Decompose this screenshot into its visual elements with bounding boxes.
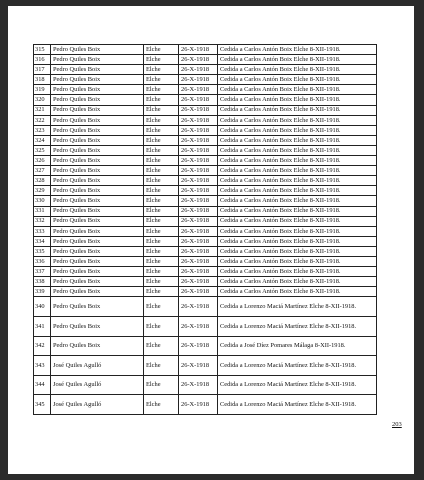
row-number: 326: [34, 156, 51, 166]
registry-table: [33, 44, 377, 415]
holder-name: José Quiles Agulló: [51, 356, 144, 376]
place: Elche: [144, 135, 179, 145]
place: Elche: [144, 176, 179, 186]
place: Elche: [144, 256, 179, 266]
table-row: [34, 267, 377, 277]
row-number: 315: [34, 45, 51, 55]
place: Elche: [144, 316, 179, 336]
transfer-note: Cedida a Carlos Antón Boix Elche 8-XII-1918.: [218, 45, 377, 55]
date: 26-X-1918: [179, 186, 218, 196]
transfer-note: Cedida a Carlos Antón Boix Elche 8-XII-1918.: [218, 145, 377, 155]
table-row: [34, 95, 377, 105]
place: Elche: [144, 145, 179, 155]
table-row: [34, 287, 377, 297]
date: 26-X-1918: [179, 75, 218, 85]
date: 26-X-1918: [179, 287, 218, 297]
holder-name: Pedro Quiles Boix: [51, 226, 144, 236]
date: 26-X-1918: [179, 55, 218, 65]
transfer-note: Cedida a José Díez Pomares Málaga 8-XII-1918.: [218, 336, 377, 356]
row-number: 317: [34, 65, 51, 75]
page-number: 203: [392, 421, 402, 428]
transfer-note: Cedida a Carlos Antón Boix Elche 8-XII-1918.: [218, 115, 377, 125]
place: Elche: [144, 125, 179, 135]
transfer-note: Cedida a Carlos Antón Boix Elche 8-XII-1918.: [218, 216, 377, 226]
row-number: 327: [34, 166, 51, 176]
holder-name: Pedro Quiles Boix: [51, 45, 144, 55]
holder-name: Pedro Quiles Boix: [51, 105, 144, 115]
row-number: 329: [34, 186, 51, 196]
table-row: [34, 145, 377, 155]
table-row: [34, 206, 377, 216]
holder-name: Pedro Quiles Boix: [51, 156, 144, 166]
place: Elche: [144, 115, 179, 125]
holder-name: Pedro Quiles Boix: [51, 267, 144, 277]
transfer-note: Cedida a Carlos Antón Boix Elche 8-XII-1918.: [218, 196, 377, 206]
row-number: 335: [34, 246, 51, 256]
table-row: [34, 256, 377, 266]
transfer-note: Cedida a Carlos Antón Boix Elche 8-XII-1918.: [218, 156, 377, 166]
place: Elche: [144, 226, 179, 236]
place: Elche: [144, 186, 179, 196]
place: Elche: [144, 75, 179, 85]
transfer-note: Cedida a Carlos Antón Boix Elche 8-XII-1918.: [218, 125, 377, 135]
table-row: [34, 246, 377, 256]
date: 26-X-1918: [179, 236, 218, 246]
row-number: 341: [34, 316, 51, 336]
date: 26-X-1918: [179, 246, 218, 256]
transfer-note: Cedida a Lorenzo Maciá Martínez Elche 8-XII-1918.: [218, 356, 377, 376]
table-row: [34, 216, 377, 226]
table-row: [34, 65, 377, 75]
place: Elche: [144, 65, 179, 75]
table-row: [34, 277, 377, 287]
date: 26-X-1918: [179, 395, 218, 415]
date: 26-X-1918: [179, 176, 218, 186]
date: 26-X-1918: [179, 115, 218, 125]
holder-name: Pedro Quiles Boix: [51, 256, 144, 266]
holder-name: Pedro Quiles Boix: [51, 75, 144, 85]
date: 26-X-1918: [179, 267, 218, 277]
row-number: 345: [34, 395, 51, 415]
table-row: [34, 166, 377, 176]
transfer-note: Cedida a Carlos Antón Boix Elche 8-XII-1918.: [218, 256, 377, 266]
holder-name: Pedro Quiles Boix: [51, 336, 144, 356]
date: 26-X-1918: [179, 135, 218, 145]
place: Elche: [144, 267, 179, 277]
transfer-note: Cedida a Lorenzo Maciá Martínez Elche 8-XII-1918.: [218, 297, 377, 317]
date: 26-X-1918: [179, 95, 218, 105]
holder-name: Pedro Quiles Boix: [51, 115, 144, 125]
row-number: 323: [34, 125, 51, 135]
date: 26-X-1918: [179, 65, 218, 75]
transfer-note: Cedida a Lorenzo Maciá Martínez Elche 8-XII-1918.: [218, 375, 377, 395]
date: 26-X-1918: [179, 85, 218, 95]
row-number: 319: [34, 85, 51, 95]
holder-name: Pedro Quiles Boix: [51, 196, 144, 206]
holder-name: Pedro Quiles Boix: [51, 277, 144, 287]
holder-name: Pedro Quiles Boix: [51, 316, 144, 336]
row-number: 338: [34, 277, 51, 287]
holder-name: Pedro Quiles Boix: [51, 95, 144, 105]
row-number: 336: [34, 256, 51, 266]
place: Elche: [144, 166, 179, 176]
table-row: [34, 135, 377, 145]
holder-name: Pedro Quiles Boix: [51, 145, 144, 155]
document-page: [8, 6, 414, 474]
date: 26-X-1918: [179, 216, 218, 226]
place: Elche: [144, 156, 179, 166]
date: 26-X-1918: [179, 196, 218, 206]
holder-name: Pedro Quiles Boix: [51, 186, 144, 196]
transfer-note: Cedida a Carlos Antón Boix Elche 8-XII-1918.: [218, 226, 377, 236]
table-row: [34, 105, 377, 115]
date: 26-X-1918: [179, 166, 218, 176]
place: Elche: [144, 216, 179, 226]
table-row: [34, 125, 377, 135]
date: 26-X-1918: [179, 125, 218, 135]
transfer-note: Cedida a Carlos Antón Boix Elche 8-XII-1918.: [218, 55, 377, 65]
transfer-note: Cedida a Carlos Antón Boix Elche 8-XII-1918.: [218, 267, 377, 277]
table-row: [34, 356, 377, 376]
row-number: 321: [34, 105, 51, 115]
row-number: 332: [34, 216, 51, 226]
date: 26-X-1918: [179, 316, 218, 336]
transfer-note: Cedida a Carlos Antón Boix Elche 8-XII-1918.: [218, 75, 377, 85]
transfer-note: Cedida a Carlos Antón Boix Elche 8-XII-1918.: [218, 246, 377, 256]
place: Elche: [144, 287, 179, 297]
table-row: [34, 75, 377, 85]
place: Elche: [144, 277, 179, 287]
holder-name: Pedro Quiles Boix: [51, 55, 144, 65]
row-number: 322: [34, 115, 51, 125]
transfer-note: Cedida a Carlos Antón Boix Elche 8-XII-1918.: [218, 105, 377, 115]
table-row: [34, 186, 377, 196]
date: 26-X-1918: [179, 226, 218, 236]
holder-name: Pedro Quiles Boix: [51, 166, 144, 176]
table-row: [34, 156, 377, 166]
table-row: [34, 55, 377, 65]
holder-name: Pedro Quiles Boix: [51, 135, 144, 145]
table-row: [34, 336, 377, 356]
place: Elche: [144, 45, 179, 55]
place: Elche: [144, 55, 179, 65]
transfer-note: Cedida a Carlos Antón Boix Elche 8-XII-1918.: [218, 206, 377, 216]
row-number: 318: [34, 75, 51, 85]
row-number: 344: [34, 375, 51, 395]
transfer-note: Cedida a Carlos Antón Boix Elche 8-XII-1918.: [218, 95, 377, 105]
date: 26-X-1918: [179, 297, 218, 317]
row-number: 331: [34, 206, 51, 216]
holder-name: Pedro Quiles Boix: [51, 216, 144, 226]
holder-name: Pedro Quiles Boix: [51, 206, 144, 216]
holder-name: Pedro Quiles Boix: [51, 65, 144, 75]
holder-name: Pedro Quiles Boix: [51, 297, 144, 317]
date: 26-X-1918: [179, 256, 218, 266]
holder-name: Pedro Quiles Boix: [51, 236, 144, 246]
place: Elche: [144, 95, 179, 105]
holder-name: Pedro Quiles Boix: [51, 287, 144, 297]
table-row: [34, 226, 377, 236]
place: Elche: [144, 196, 179, 206]
row-number: 330: [34, 196, 51, 206]
table-row: [34, 176, 377, 186]
transfer-note: Cedida a Carlos Antón Boix Elche 8-XII-1918.: [218, 166, 377, 176]
date: 26-X-1918: [179, 156, 218, 166]
table-row: [34, 297, 377, 317]
place: Elche: [144, 336, 179, 356]
table-row: [34, 395, 377, 415]
date: 26-X-1918: [179, 336, 218, 356]
date: 26-X-1918: [179, 206, 218, 216]
table-row: [34, 115, 377, 125]
transfer-note: Cedida a Carlos Antón Boix Elche 8-XII-1918.: [218, 186, 377, 196]
holder-name: Pedro Quiles Boix: [51, 246, 144, 256]
transfer-note: Cedida a Carlos Antón Boix Elche 8-XII-1918.: [218, 85, 377, 95]
transfer-note: Cedida a Carlos Antón Boix Elche 8-XII-1918.: [218, 236, 377, 246]
place: Elche: [144, 246, 179, 256]
transfer-note: Cedida a Carlos Antón Boix Elche 8-XII-1918.: [218, 65, 377, 75]
place: Elche: [144, 236, 179, 246]
transfer-note: Cedida a Carlos Antón Boix Elche 8-XII-1918.: [218, 135, 377, 145]
transfer-note: Cedida a Carlos Antón Boix Elche 8-XII-1918.: [218, 287, 377, 297]
place: Elche: [144, 395, 179, 415]
row-number: 342: [34, 336, 51, 356]
holder-name: José Quiles Agulló: [51, 375, 144, 395]
date: 26-X-1918: [179, 375, 218, 395]
table-row: [34, 316, 377, 336]
transfer-note: Cedida a Lorenzo Maciá Martínez Elche 8-XII-1918.: [218, 395, 377, 415]
date: 26-X-1918: [179, 105, 218, 115]
holder-name: José Quiles Agulló: [51, 395, 144, 415]
holder-name: Pedro Quiles Boix: [51, 125, 144, 135]
holder-name: Pedro Quiles Boix: [51, 85, 144, 95]
table-row: [34, 236, 377, 246]
table-row: [34, 85, 377, 95]
row-number: 325: [34, 145, 51, 155]
transfer-note: Cedida a Lorenzo Maciá Martínez Elche 8-XII-1918.: [218, 316, 377, 336]
table-row: [34, 45, 377, 55]
table-row: [34, 375, 377, 395]
place: Elche: [144, 356, 179, 376]
place: Elche: [144, 105, 179, 115]
transfer-note: Cedida a Carlos Antón Boix Elche 8-XII-1918.: [218, 176, 377, 186]
place: Elche: [144, 85, 179, 95]
holder-name: Pedro Quiles Boix: [51, 176, 144, 186]
row-number: 337: [34, 267, 51, 277]
date: 26-X-1918: [179, 277, 218, 287]
row-number: 343: [34, 356, 51, 376]
table-row: [34, 196, 377, 206]
place: Elche: [144, 206, 179, 216]
row-number: 340: [34, 297, 51, 317]
registry-table-body: [34, 45, 377, 415]
row-number: 328: [34, 176, 51, 186]
row-number: 320: [34, 95, 51, 105]
row-number: 316: [34, 55, 51, 65]
date: 26-X-1918: [179, 356, 218, 376]
date: 26-X-1918: [179, 45, 218, 55]
row-number: 334: [34, 236, 51, 246]
place: Elche: [144, 375, 179, 395]
transfer-note: Cedida a Carlos Antón Boix Elche 8-XII-1918.: [218, 277, 377, 287]
place: Elche: [144, 297, 179, 317]
row-number: 333: [34, 226, 51, 236]
row-number: 324: [34, 135, 51, 145]
row-number: 339: [34, 287, 51, 297]
date: 26-X-1918: [179, 145, 218, 155]
